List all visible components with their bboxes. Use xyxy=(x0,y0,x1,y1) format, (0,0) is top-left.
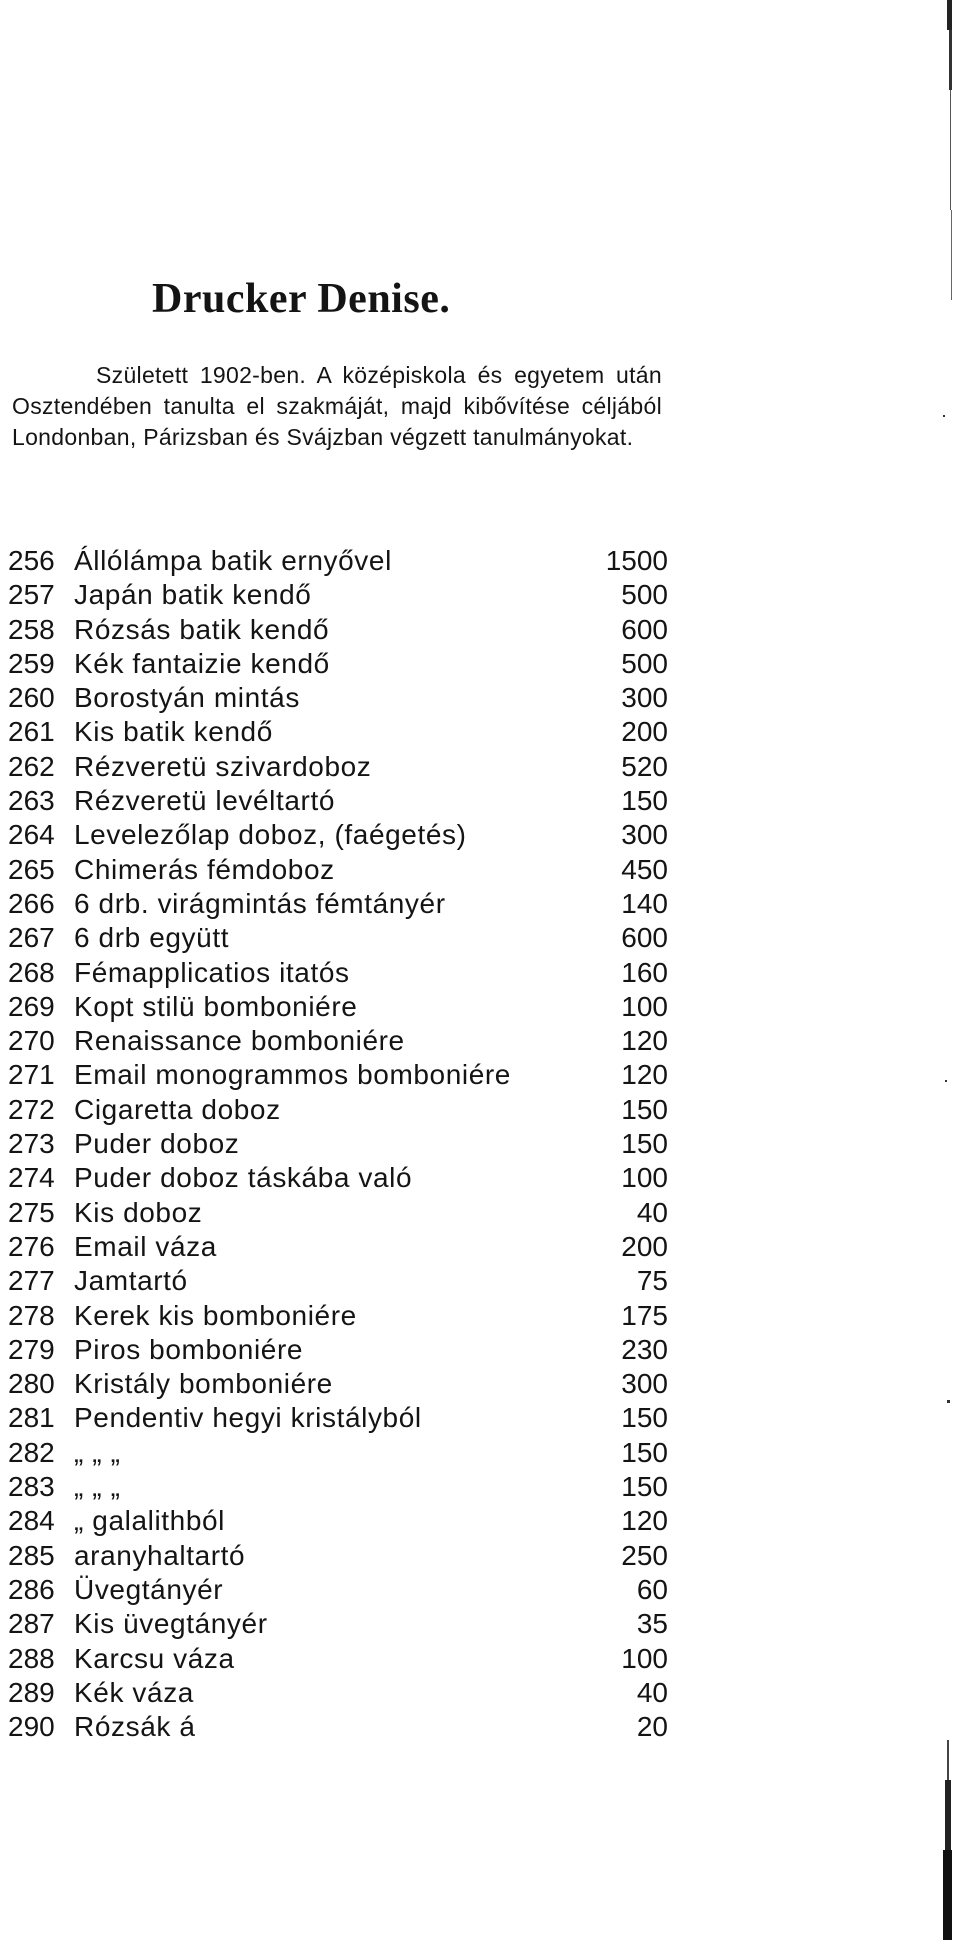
item-price: 300 xyxy=(621,819,668,851)
item-name: Puder doboz táskába való xyxy=(74,1162,413,1194)
item-number: 278 xyxy=(8,1299,55,1331)
item-price: 520 xyxy=(621,750,668,782)
item-price: 500 xyxy=(621,647,668,679)
item-name: Kis doboz xyxy=(74,1196,203,1228)
item-number: 290 xyxy=(8,1711,55,1743)
catalog-row xyxy=(8,681,668,715)
item-name: aranyhaltartó xyxy=(74,1539,246,1571)
item-number: 260 xyxy=(8,682,55,714)
item-number: 286 xyxy=(8,1573,55,1605)
item-number: 263 xyxy=(8,785,55,817)
catalog-row xyxy=(8,1367,668,1401)
item-price: 300 xyxy=(621,682,668,714)
item-number: 279 xyxy=(8,1333,55,1365)
item-number: 277 xyxy=(8,1265,55,1297)
item-name: Jamtartó xyxy=(74,1265,188,1297)
catalog-row xyxy=(8,818,668,852)
item-price: 100 xyxy=(621,990,668,1022)
catalog-row xyxy=(8,578,668,612)
item-price: 120 xyxy=(621,1505,668,1537)
item-name: Üvegtányér xyxy=(74,1573,224,1605)
item-price: 40 xyxy=(636,1196,668,1228)
artist-heading: Drucker Denise. xyxy=(152,276,451,322)
catalog-row xyxy=(8,956,668,990)
catalog-row xyxy=(8,887,668,921)
item-price: 175 xyxy=(621,1299,668,1331)
item-price: 600 xyxy=(621,613,668,645)
item-name: 6 drb. virágmintás fémtányér xyxy=(74,887,446,919)
item-price: 150 xyxy=(621,1402,668,1434)
item-name: Levelezőlap doboz, (faégetés) xyxy=(74,819,467,851)
item-name: Pendentiv hegyi kristályból xyxy=(74,1402,422,1434)
item-name: Rózsák á xyxy=(74,1711,196,1743)
item-price: 40 xyxy=(636,1676,668,1708)
catalog-row xyxy=(8,1058,668,1092)
item-name: Rézveretü levéltartó xyxy=(74,785,336,817)
item-price: 450 xyxy=(621,853,668,885)
item-name: „ „ „ xyxy=(74,1436,121,1468)
item-name: Fémapplicatios itatós xyxy=(74,956,350,988)
item-price: 150 xyxy=(621,1128,668,1160)
catalog-row xyxy=(8,1161,668,1195)
item-price: 150 xyxy=(621,1093,668,1125)
catalog-row xyxy=(8,1299,668,1333)
catalog-row xyxy=(8,1264,668,1298)
item-price: 35 xyxy=(636,1608,668,1640)
item-name: Rózsás batik kendő xyxy=(74,613,330,645)
item-price: 250 xyxy=(621,1539,668,1571)
item-name: Piros bomboniére xyxy=(74,1333,304,1365)
item-name: Puder doboz xyxy=(74,1128,240,1160)
catalog-row xyxy=(8,1642,668,1676)
item-price: 100 xyxy=(621,1162,668,1194)
catalog-row xyxy=(8,613,668,647)
catalog-row xyxy=(8,1093,668,1127)
item-price: 230 xyxy=(621,1333,668,1365)
item-number: 257 xyxy=(8,579,55,611)
item-name: Email váza xyxy=(74,1230,217,1262)
item-price: 500 xyxy=(621,579,668,611)
item-name: Kis üvegtányér xyxy=(74,1608,268,1640)
item-name: Cigaretta doboz xyxy=(74,1093,281,1125)
item-number: 289 xyxy=(8,1676,55,1708)
item-number: 288 xyxy=(8,1642,55,1674)
item-number: 270 xyxy=(8,1025,55,1057)
item-price: 120 xyxy=(621,1025,668,1057)
item-price: 160 xyxy=(621,956,668,988)
item-name: Email monogrammos bomboniére xyxy=(74,1059,511,1091)
artist-biography: Született 1902-ben. A középiskola és egyetem után Osztendében tanulta el szakmáját, majd kibővítése céljából Londonban, Párizsban és Svájzban végzett tanulmányokat. xyxy=(12,362,662,450)
item-price: 150 xyxy=(621,1471,668,1503)
item-price: 200 xyxy=(621,716,668,748)
catalog-row xyxy=(8,921,668,955)
item-number: 272 xyxy=(8,1093,55,1125)
item-name: Kopt stilü bomboniére xyxy=(74,990,358,1022)
item-name: „ galalithból xyxy=(74,1505,225,1537)
item-number: 267 xyxy=(8,922,55,954)
catalog-row xyxy=(8,1333,668,1367)
item-name: Karcsu váza xyxy=(74,1642,235,1674)
item-number: 274 xyxy=(8,1162,55,1194)
item-name: Chimerás fémdoboz xyxy=(74,853,335,885)
item-name: Kék váza xyxy=(74,1676,194,1708)
catalog-row xyxy=(8,1401,668,1435)
item-number: 268 xyxy=(8,956,55,988)
item-name: Kristály bomboniére xyxy=(74,1368,333,1400)
item-name: Borostyán mintás xyxy=(74,682,300,714)
item-number: 283 xyxy=(8,1471,55,1503)
item-number: 271 xyxy=(8,1059,55,1091)
catalog-row xyxy=(8,853,668,887)
catalog-row xyxy=(8,1676,668,1710)
item-price: 150 xyxy=(621,785,668,817)
catalog-row xyxy=(8,990,668,1024)
item-number: 264 xyxy=(8,819,55,851)
item-number: 265 xyxy=(8,853,55,885)
item-number: 259 xyxy=(8,647,55,679)
item-number: 269 xyxy=(8,990,55,1022)
item-price: 300 xyxy=(621,1368,668,1400)
catalog-row xyxy=(8,750,668,784)
item-number: 266 xyxy=(8,887,55,919)
catalog-row xyxy=(8,784,668,818)
item-name: Japán batik kendő xyxy=(74,579,312,611)
catalog-row xyxy=(8,1539,668,1573)
item-name: Rézveretü szivardoboz xyxy=(74,750,372,782)
item-price: 200 xyxy=(621,1230,668,1262)
item-number: 282 xyxy=(8,1436,55,1468)
item-name: Kerek kis bomboniére xyxy=(74,1299,357,1331)
item-price: 150 xyxy=(621,1436,668,1468)
item-price: 100 xyxy=(621,1642,668,1674)
catalog-row xyxy=(8,1127,668,1161)
catalog-row xyxy=(8,715,668,749)
item-number: 287 xyxy=(8,1608,55,1640)
catalog-row xyxy=(8,1607,668,1641)
catalog-row xyxy=(8,1573,668,1607)
item-number: 280 xyxy=(8,1368,55,1400)
catalog-row xyxy=(8,1196,668,1230)
item-number: 273 xyxy=(8,1128,55,1160)
item-name: Kis batik kendő xyxy=(74,716,273,748)
item-price: 600 xyxy=(621,922,668,954)
item-number: 258 xyxy=(8,613,55,645)
item-name: Renaissance bomboniére xyxy=(74,1025,405,1057)
item-number: 285 xyxy=(8,1539,55,1571)
catalog-list xyxy=(8,544,668,1744)
item-price: 75 xyxy=(636,1265,668,1297)
item-number: 275 xyxy=(8,1196,55,1228)
item-number: 261 xyxy=(8,716,55,748)
catalog-row xyxy=(8,1230,668,1264)
item-price: 140 xyxy=(621,887,668,919)
catalog-row xyxy=(8,1024,668,1058)
item-name: 6 drb együtt xyxy=(74,922,230,954)
catalog-row xyxy=(8,1710,668,1744)
item-price: 120 xyxy=(621,1059,668,1091)
catalog-row xyxy=(8,544,668,578)
item-price: 20 xyxy=(636,1711,668,1743)
item-number: 276 xyxy=(8,1230,55,1262)
catalog-row xyxy=(8,1470,668,1504)
catalog-row xyxy=(8,1504,668,1538)
scanned-page-edge xyxy=(933,0,960,1940)
item-price: 1500 xyxy=(605,545,668,576)
item-name: Kék fantaizie kendő xyxy=(74,647,330,679)
catalog-row xyxy=(8,647,668,681)
item-name: „ „ „ xyxy=(74,1471,121,1503)
item-number: 262 xyxy=(8,750,55,782)
item-number: 284 xyxy=(8,1505,55,1537)
item-price: 60 xyxy=(636,1573,668,1605)
item-number: 256 xyxy=(8,545,55,576)
item-number: 281 xyxy=(8,1402,55,1434)
item-name: Állólámpa batik ernyővel xyxy=(74,545,392,576)
catalog-row xyxy=(8,1436,668,1470)
